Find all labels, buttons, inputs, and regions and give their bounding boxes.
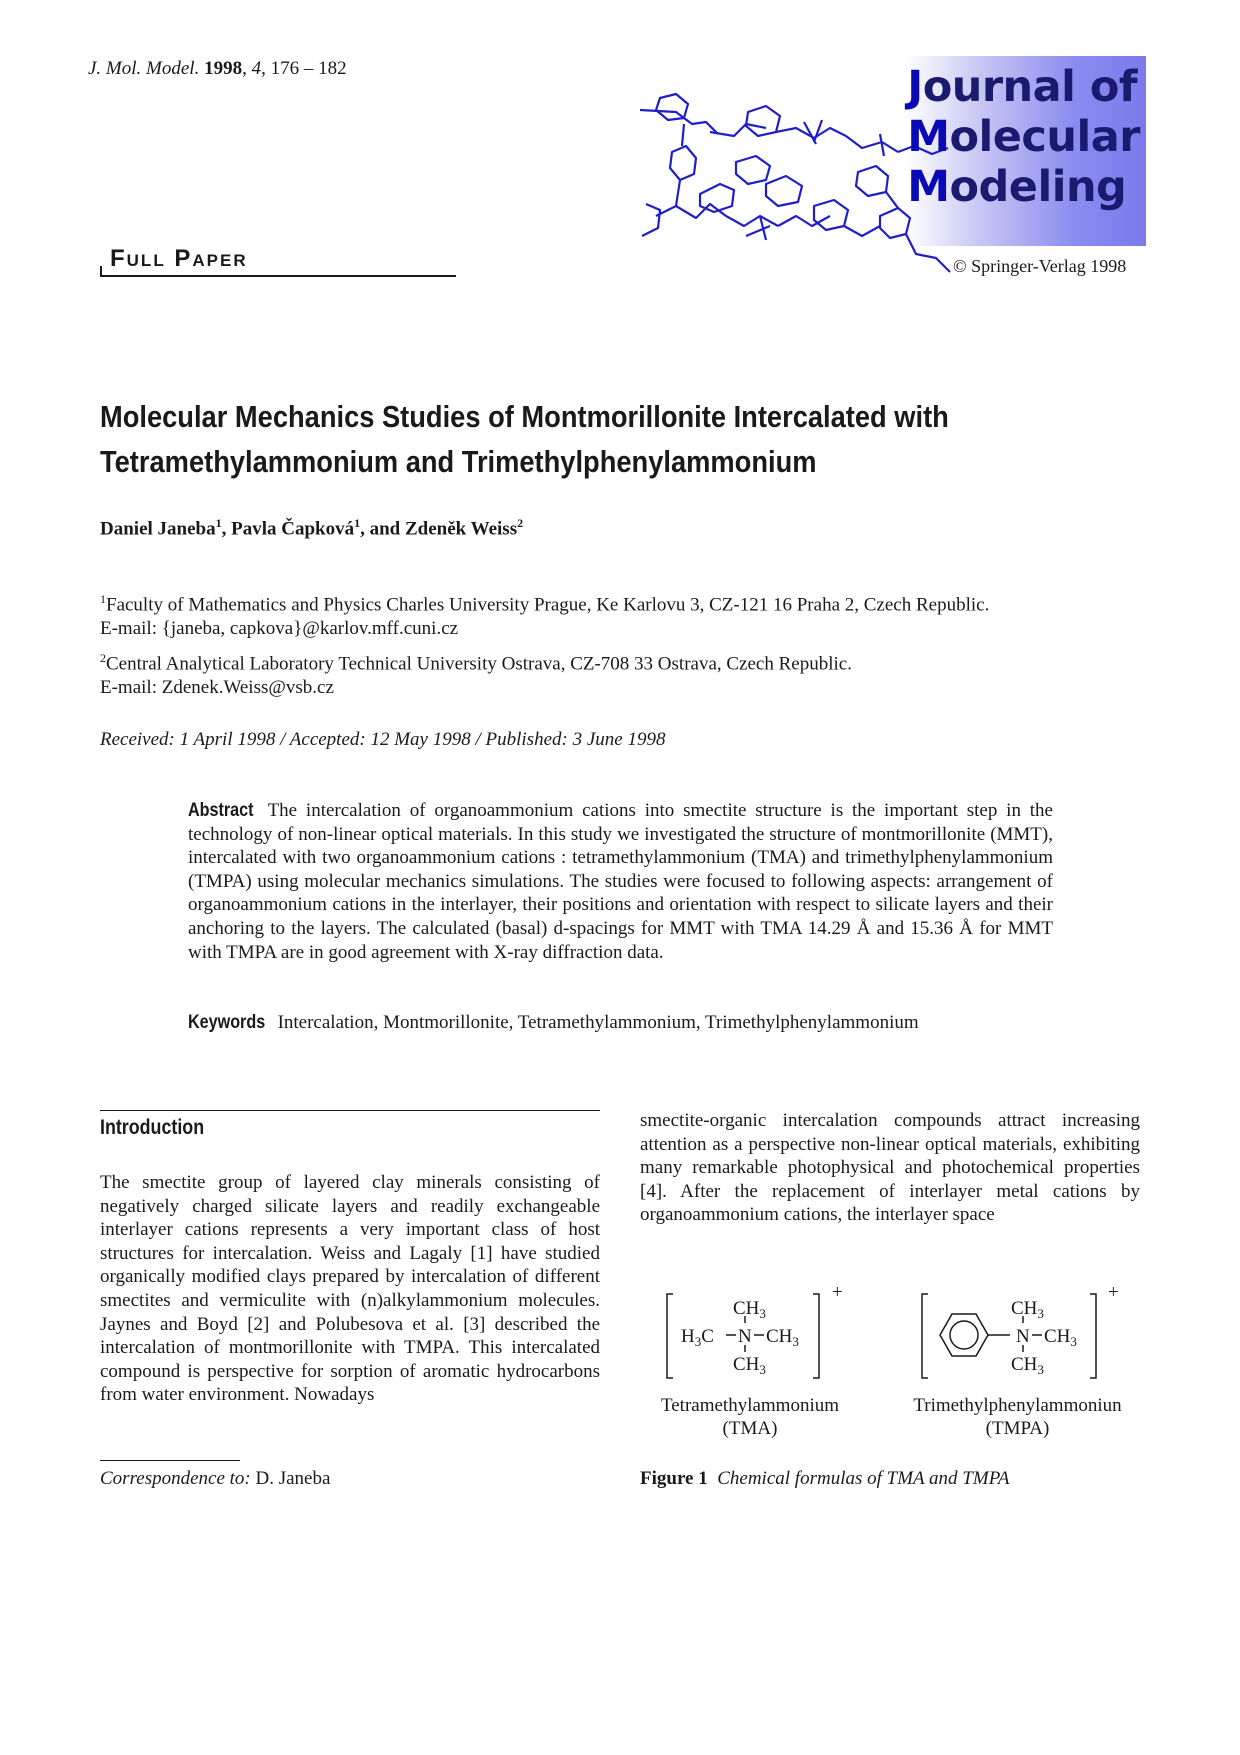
correspondence-label: Correspondence to:: [100, 1468, 251, 1489]
section-rule: [100, 275, 456, 277]
section-label: Full Paper: [110, 245, 248, 272]
affiliation-email: E-mail: Zdenek.Weiss@vsb.cz: [100, 677, 334, 699]
logo-text: [907, 62, 1140, 212]
journal-logo: [636, 56, 1146, 246]
logo-line-1: Journal of: [907, 62, 1138, 112]
journal-abbrev: J. Mol. Model.: [88, 58, 200, 79]
affiliation-address: Central Analytical Laboratory Technical University Ostrava, CZ-708 33 Ostrava, Czech Republic.: [106, 653, 852, 675]
left-bracket: [667, 1294, 673, 1378]
tma-methyl-left: $H_3C$: [681, 1326, 714, 1349]
figure-caption: [640, 1468, 1009, 1490]
tmpa-methyl-top: $CH_3$: [1011, 1298, 1044, 1321]
tma-nitrogen: N: [738, 1326, 752, 1347]
figure-number: Figure 1: [640, 1468, 708, 1489]
keywords-text: Intercalation, Montmorillonite, Tetramethylammonium, Trimethylphenylammonium: [277, 1012, 919, 1033]
tmpa-abbrev: (TMPA): [985, 1418, 1050, 1439]
affiliation-sup: 1: [100, 592, 106, 606]
author-list: [100, 516, 523, 540]
abstract-heading: Abstract: [188, 800, 254, 821]
section-heading: Introduction: [100, 1116, 205, 1139]
affiliation: [100, 587, 1160, 641]
tmpa-methyl-right: $CH_3$: [1044, 1326, 1077, 1349]
figure-caption-text: Chemical formulas of TMA and TMPA: [717, 1468, 1010, 1489]
citation: J. Mol. Model. 1998, 4, 176 – 182: [88, 58, 347, 79]
abstract-text: The intercalation of organoammonium cations into smectite structure is the important step in the technology of non-linear optical materials. In this study we investigated the structure of montmorillonite (MMT), intercalated with two organoammonium cations : tetramethylammonium (TMA) and trimethylphenylammonium (TMPA) using molecular mechanics simulations. The studies were focused to following aspects: arrangement of organoammonium cations in the interlayer, their positions and orientation with respect to silicate layers and their anchoring to the layers. The calculated (basal) d-spacings for MMT with TMA 14.29 Å and 15.36 Å for MMT with TMPA are in good agreement with X-ray diffraction data.: [188, 800, 1053, 963]
affiliation-email: E-mail: {janeba, capkova}@karlov.mff.cuni.cz: [100, 618, 459, 640]
footnote-rule: [100, 1460, 240, 1461]
copyright-notice: © Springer-Verlag 1998: [953, 256, 1127, 276]
tma-abbrev: (TMA): [722, 1418, 778, 1439]
logo-line-2: Molecular: [907, 112, 1140, 162]
correspondence: [100, 1468, 330, 1490]
logo-line-3: Modeling: [907, 162, 1127, 212]
publication-dates: Received: 1 April 1998 / Accepted: 12 May 1998 / Published: 3 June 1998: [100, 729, 666, 750]
author-sep: , and: [360, 518, 405, 540]
author-name: Daniel Janeba: [100, 518, 216, 540]
pages: 176 – 182: [270, 58, 347, 79]
tma-full-name: Tetramethylammonium: [660, 1395, 840, 1416]
tma-methyl-bottom: $CH_3$: [733, 1354, 766, 1377]
left-bracket: [922, 1294, 928, 1378]
keywords-heading: Keywords: [188, 1012, 266, 1033]
author-sup: 1: [215, 516, 222, 530]
tmpa-full-name: Trimethylphenylammoniun: [913, 1395, 1122, 1416]
affiliation-address: Faculty of Mathematics and Physics Charles University Prague, Ke Karlovu 3, CZ-121 16 Praha 2, Czech Republic.: [106, 594, 990, 616]
affiliation: [100, 646, 1160, 700]
intro-paragraph: The smectite group of layered clay minerals consisting of negatively charged silicate layers and readily exchangeable interlayer cations represents a very important class of host structures for intercalation. Weiss and Lagaly [1] have studied organically modified clays prepared by intercalation of different smectites and vermiculite with (n)alkylammonium molecules. Jaynes and Boyd [2] and Polubesova et al. [3] described the intercalation of montmorillonite with TMPA. This intercalated compound is perspective for sorption of aromatic hydrocarbons from water environment. Nowadays: [100, 1172, 600, 1406]
author-sup: 2: [517, 516, 524, 530]
author-name: Zdeněk Weiss: [405, 518, 518, 540]
affiliation-sup: 2: [100, 651, 106, 665]
title-line-2: Tetramethylammonium and Trimethylphenylammonium: [100, 444, 817, 479]
year: 1998: [204, 58, 243, 79]
volume: 4: [251, 58, 262, 79]
correspondence-name: D. Janeba: [255, 1468, 331, 1489]
author-sep: ,: [221, 518, 232, 540]
tmpa-charge: +: [1108, 1282, 1119, 1303]
keywords: [188, 1012, 1088, 1034]
title-line-1: Molecular Mechanics Studies of Montmorillonite Intercalated with: [100, 399, 949, 434]
column-rule: [100, 1110, 600, 1111]
benzene-aromatic-circle: [950, 1321, 978, 1349]
author-sup: 1: [354, 516, 361, 530]
right-bracket: [813, 1294, 819, 1378]
right-bracket: [1090, 1294, 1096, 1378]
tmpa-nitrogen: N: [1016, 1326, 1030, 1347]
tma-methyl-right: $CH_3$: [766, 1326, 799, 1349]
tma-charge: +: [832, 1282, 843, 1303]
tma-methyl-top: $CH_3$: [733, 1298, 766, 1321]
chemical-formulas-figure: [640, 1276, 1150, 1394]
abstract: [188, 799, 1053, 964]
tmpa-methyl-bottom: $CH_3$: [1011, 1354, 1044, 1377]
tma-label: [645, 1394, 855, 1440]
body-paragraph: smectite-organic intercalation compounds attract increasing attention as a perspective non-linear optical materials, exhibiting many remarkable photophysical and photochemical properties [4]. After the replacement of interlayer metal cations by organoammonium cations, the interlayer space: [640, 1110, 1140, 1226]
tmpa-label: [895, 1394, 1140, 1440]
author-name: Pavla Čapková: [231, 518, 355, 540]
article-title: [100, 394, 1033, 484]
